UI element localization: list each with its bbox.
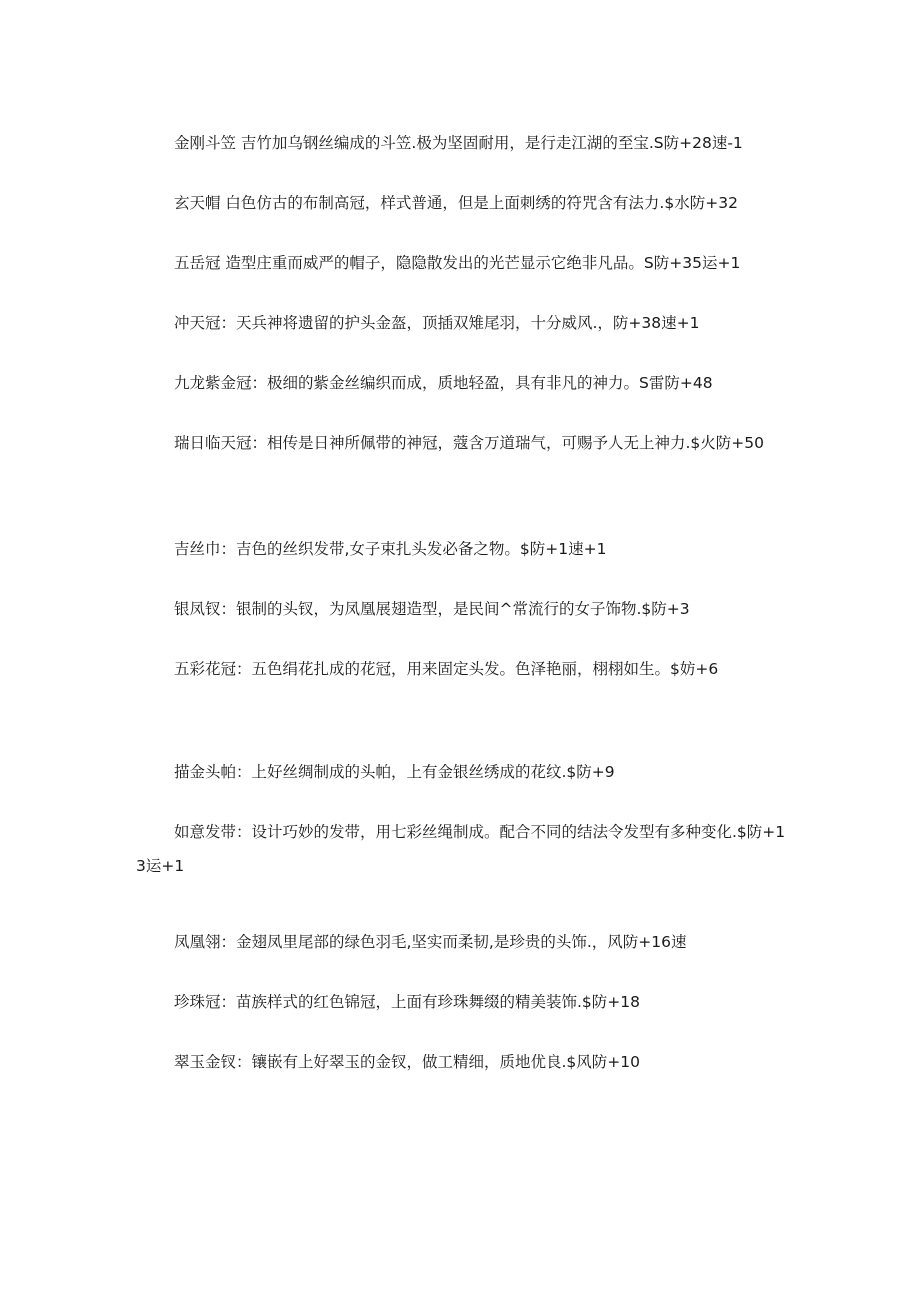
item-entry-cuiyu-jinchai: 翠玉金钗：镶嵌有上好翠玉的金钗，做工精细，质地优良.$风防+10 [174, 1053, 641, 1071]
item-entry-wucai-huaguan: 五彩花冠：五色绢花扎成的花冠，用来固定头发。色泽艳丽，栩栩如生。$妨+6 [174, 660, 719, 678]
item-entry-xuantian-mao: 玄天帽 白色仿古的布制高冠，样式普通，但是上面刺绣的符咒含有法力.$水防+32 [174, 194, 738, 212]
item-entry-fenghuang-ling: 凤凰翎：金翅凤里尾部的绿色羽毛,坚实而柔韧,是珍贵的头饰.，风防+16速 [174, 933, 687, 951]
item-entry-zhenzhu-guan: 珍珠冠：苗族样式的红色锦冠，上面有珍珠舞缀的精美装饰.$防+18 [174, 993, 641, 1011]
item-entry-ruyi-fadai: 如意发带：设计巧妙的发带，用七彩丝绳制成。配合不同的结法令发型有多种变化.$防+13运+1 [136, 823, 786, 875]
item-entry-chongtian-guan: 冲天冠：天兵神将遗留的护头金盔，顶插双雉尾羽，十分威风.，防+38速+1 [174, 314, 700, 332]
item-entry-jiulong-zijin-guan: 九龙紫金冠：极细的紫金丝编织而成，质地轻盈，具有非凡的神力。S雷防+48 [174, 374, 713, 392]
item-entry-wuyue-guan: 五岳冠 造型庄重而威严的帽子，隐隐散发出的光芒显示它绝非凡品。S防+35运+1 [174, 254, 741, 272]
item-entry-yinfeng-chai: 银凤钗：银制的头钗，为凤凰展翅造型，是民间^常流行的女子饰物.$防+3 [174, 600, 690, 618]
item-entry-jingang-douli: 金刚斗笠 吉竹加乌钢丝编成的斗笠.极为坚固耐用，是行走江湖的至宝.S防+28速-1 [174, 134, 743, 152]
item-entry-miaojin-toupa: 描金头帕：上好丝绸制成的头帕，上有金银丝绣成的花纹.$防+9 [174, 763, 615, 781]
item-entry-ruiri-lintian-guan: 瑞日临天冠：相传是日神所佩带的神冠，蔻含万道瑞气，可赐予人无上神力.$火防+50 [174, 434, 765, 452]
item-entry-jisi-jin: 吉丝巾：吉色的丝织发带,女子束扎头发必备之物。$防+1速+1 [174, 540, 607, 558]
